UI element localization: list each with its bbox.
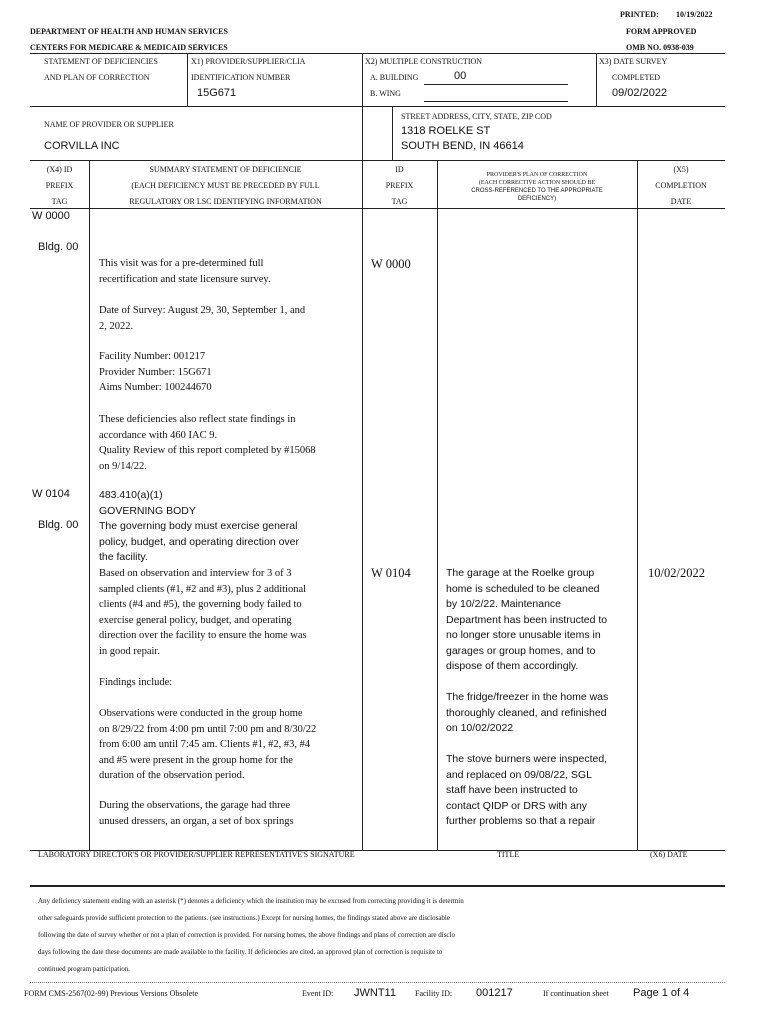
completion-date: 10/02/2022 bbox=[648, 566, 705, 580]
x4-header-2: PREFIX bbox=[45, 181, 74, 190]
prefix-tag-1: W 0000 bbox=[32, 210, 70, 222]
x2-label: X2) MULTIPLE CONSTRUCTION bbox=[365, 57, 483, 66]
x3-label-2: COMPLETED bbox=[612, 73, 660, 82]
building-tag-1: Bldg. 00 bbox=[38, 241, 79, 253]
footnote-text: Any deficiency statement ending with an asterisk (*) denotes a deficiency which the institution may be excused from correcting providing it is determin other safeguards provide sufficient protection to the patients. (see instructions.) Except for nursing homes, the findings stated above are disclosable following the date of survey whether or not a plan of correction is provided. For nursing homes, the above findings and plans of correction are disclo days following the date these documents are made available to the facility. If deficiencies are cited, an approved plan of correction is requisite to continued program participation. bbox=[38, 897, 464, 973]
building-value: 00 bbox=[454, 70, 467, 82]
provider-name: CORVILLA INC bbox=[44, 140, 120, 152]
summary-paragraph-3: Facility Number: 001217 Provider Number: 15G671 Aims Number: 100244670 bbox=[99, 351, 212, 393]
plan-header-4: DEFICIENCY) bbox=[517, 196, 557, 202]
printed-date: 10/19/2022 bbox=[676, 10, 713, 19]
x5-header-2: COMPLETION bbox=[655, 181, 707, 190]
correction-paragraph-3: The stove burners were inspected, and replaced on 09/08/22, SGL staff have been instructed to contact QIDP or DRS with any further problems so that a repair bbox=[446, 753, 608, 827]
regulation-text: 483.410(a)(1) GOVERNING BODY The governing body must exercise general policy, budget, and operating direction over the facility. bbox=[99, 489, 300, 563]
summary-paragraph-4: These deficiencies also reflect state findings in accordance with 460 IAC 9. Quality Review of this report completed by #15068 on 9/14/22. bbox=[99, 414, 316, 472]
x1-label: X1) PROVIDER/SUPPLIER/CLIA bbox=[191, 57, 306, 66]
building-label: A. BUILDING bbox=[370, 73, 419, 82]
provider-label: NAME OF PROVIDER OR SUPPLIER bbox=[44, 120, 174, 129]
id-tag-1: W 0000 bbox=[371, 257, 411, 271]
id-tag-2: W 0104 bbox=[371, 566, 411, 580]
continuation-label: If continuation sheet bbox=[543, 989, 609, 998]
statement-label-2: AND PLAN OF CORRECTION bbox=[44, 73, 150, 82]
title-label: TITLE bbox=[497, 850, 520, 859]
centers-title: CENTERS FOR MEDICARE & MEDICAID SERVICES bbox=[30, 43, 228, 52]
correction-paragraph-1: The garage at the Roelke group home is scheduled to be cleaned by 10/2/22. Maintenance Department has been instructed to no longer store unusable items in garages or group homes, and to dispose of them accordingly. bbox=[446, 567, 608, 672]
id-header-3: TAG bbox=[391, 197, 408, 206]
omb-number: OMB NO. 0938-039 bbox=[626, 43, 694, 52]
signature-label: LABORATORY DIRECTOR'S OR PROVIDER/SUPPLIER REPRESENTATIVE'S SIGNATURE bbox=[38, 850, 355, 859]
x3-label: X3) DATE SURVEY bbox=[599, 57, 668, 66]
summary-header-3: REGULATORY OR LSC IDENTIFYING INFORMATION bbox=[129, 197, 322, 206]
x4-header-3: TAG bbox=[51, 197, 68, 206]
event-id-value: JWNT11 bbox=[354, 987, 396, 999]
address-line-2: SOUTH BEND, IN 46614 bbox=[401, 140, 524, 152]
event-id-label: Event ID: bbox=[302, 989, 334, 998]
wing-label: B. WING bbox=[370, 89, 401, 98]
facility-id-label: Facility ID: bbox=[415, 989, 453, 998]
facility-id-value: 001217 bbox=[476, 987, 513, 999]
plan-header-1: PROVIDER'S PLAN OF CORRECTION bbox=[486, 172, 588, 178]
correction-paragraph-2: The fridge/freezer in the home was thoroughly cleaned, and refinished on 10/02/2022 bbox=[446, 691, 609, 734]
id-header-1: ID bbox=[395, 165, 404, 174]
summary-header-2: (EACH DEFICIENCY MUST BE PRECEDED BY FULL bbox=[131, 181, 320, 190]
summary-paragraph-2: Date of Survey: August 29, 30, September 1, and 2, 2022. bbox=[99, 305, 306, 332]
statement-label-1: STATEMENT OF DEFICIENCIES bbox=[44, 57, 158, 66]
printed-label: PRINTED: bbox=[620, 10, 659, 19]
summary-paragraph-6: Findings include: bbox=[99, 677, 173, 688]
x5-header-1: (X5) bbox=[673, 165, 689, 174]
x5-header-3: DATE bbox=[670, 197, 692, 206]
building-tag-2: Bldg. 00 bbox=[38, 519, 79, 531]
summary-header-1: SUMMARY STATEMENT OF DEFICIENCIE bbox=[149, 165, 302, 174]
summary-paragraph-5: Based on observation and interview for 3 of 3 sampled clients (#1, #2 and #3), plus 2 additional clients (#4 and #5), the governing body failed to exercise general policy, budget, and operating direction over the facility to ensure the home was in good repair. bbox=[99, 568, 307, 657]
summary-paragraph-1: This visit was for a pre-determined full recertification and state licensure survey. bbox=[99, 258, 271, 285]
signature-date-label: (X6) DATE bbox=[650, 850, 688, 859]
plan-header-2: (EACH CORRECTIVE ACTION SHOULD BE bbox=[478, 180, 596, 186]
form-approved: FORM APPROVED bbox=[626, 27, 697, 36]
summary-paragraph-7: Observations were conducted in the group home on 8/29/22 from 4:00 pm until 7:00 pm and 8/30/22 from 6:00 am until 7:45 am. Clients #1, #2, #3, #4 and #5 were present in the group home for the duration of the observation period. bbox=[99, 708, 317, 781]
form-number: FORM CMS-2567(02-99) Previous Versions Obsolete bbox=[24, 989, 199, 998]
id-header-2: PREFIX bbox=[385, 181, 414, 190]
x1-label-2: IDENTIFICATION NUMBER bbox=[191, 73, 291, 82]
address-label: STREET ADDRESS, CITY, STATE, ZIP COD bbox=[401, 112, 552, 121]
address-line-1: 1318 ROELKE ST bbox=[401, 125, 491, 137]
page-number: Page 1 of 4 bbox=[633, 987, 690, 999]
survey-date: 09/02/2022 bbox=[612, 87, 668, 99]
plan-header-3: CROSS-REFERENCED TO THE APPROPRIATE bbox=[471, 188, 603, 194]
prefix-tag-2: W 0104 bbox=[32, 488, 70, 500]
dept-title: DEPARTMENT OF HEALTH AND HUMAN SERVICES bbox=[30, 27, 228, 36]
provider-number: 15G671 bbox=[197, 87, 237, 99]
x4-header-1: (X4) ID bbox=[46, 165, 73, 174]
summary-paragraph-8: During the observations, the garage had three unused dressers, an organ, a set of box springs bbox=[99, 800, 294, 827]
